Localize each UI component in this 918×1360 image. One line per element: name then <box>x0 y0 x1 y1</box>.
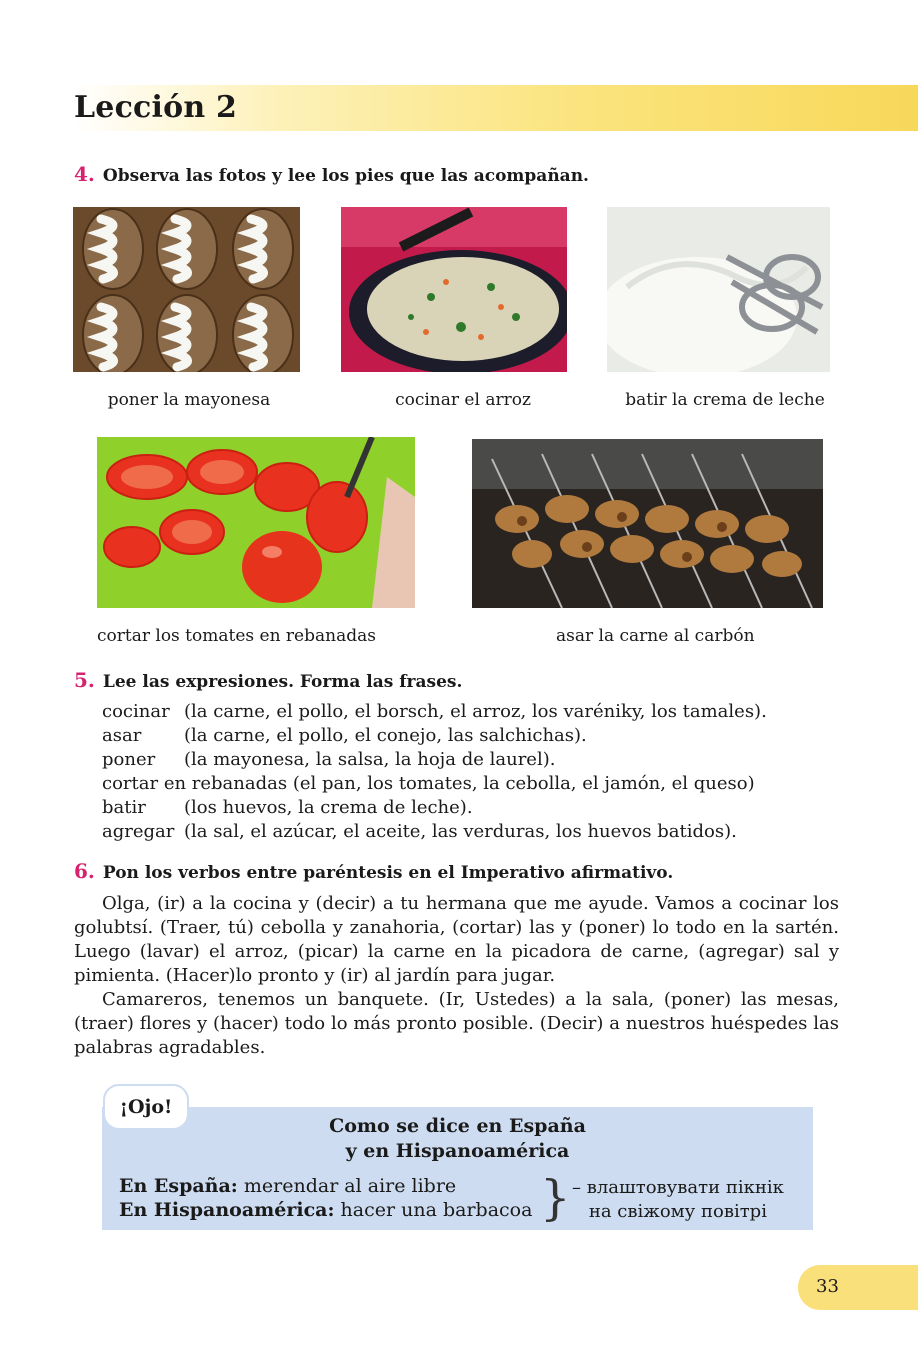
ojo-meaning <box>572 1176 784 1224</box>
expressions-list <box>102 700 767 844</box>
ojo-spain-line <box>119 1175 456 1197</box>
task-instruction: Lee las expresiones. Forma las frases. <box>102 672 463 692</box>
photo-grilled-meat <box>472 439 823 608</box>
task-instruction: Observa las fotos y lee los pies que las acompañan. <box>102 166 589 186</box>
lesson-title: Lección 2 <box>74 90 238 125</box>
task-instruction: Pon los verbos entre paréntesis en el Imperativo afirmativo. <box>102 863 674 883</box>
paragraph-text: Camareros, tenemos un banquete. (Ir, Ustedes) a la sala, (poner) las mesas, (traer) flores y (hacer) todo lo más pronto posible. (Decir) a nuestros huéspedes las palabras agradables. <box>74 989 839 1058</box>
photo-rice <box>341 207 567 372</box>
caption-tomatoes: cortar los tomates en rebanadas <box>97 626 376 646</box>
expression-row <box>102 796 767 820</box>
caption-rice: cocinar el arroz <box>395 390 531 410</box>
ojo-title <box>102 1114 813 1164</box>
task-number: 5. <box>74 668 95 692</box>
photo-tomatoes <box>97 437 415 608</box>
ojo-hispano-label: En Hispanoamérica: <box>119 1199 335 1221</box>
exercise-paragraph-2 <box>74 988 839 1060</box>
expression-verb: asar <box>102 725 142 746</box>
ojo-meaning-line-1: – влаштовувати пікнік <box>572 1177 784 1198</box>
page-number: 33 <box>816 1276 839 1297</box>
task-4-heading <box>74 162 589 186</box>
expression-row <box>102 820 767 844</box>
task-6-heading <box>74 859 673 883</box>
photo-cream <box>607 207 830 372</box>
ojo-hispano-text: hacer una barbacoa <box>340 1199 533 1221</box>
task-number: 4. <box>74 162 95 186</box>
expression-verb: poner <box>102 749 156 770</box>
caption-cream: batir la crema de leche <box>625 390 825 410</box>
expression-items: (la carne, el pollo, el conejo, las salchichas). <box>184 725 587 746</box>
photo-mayonnaise <box>73 207 300 372</box>
caption-grilled-meat: asar la carne al carbón <box>556 626 755 646</box>
expression-row <box>102 700 767 724</box>
ojo-brace: } <box>540 1170 571 1226</box>
ojo-spain-text: merendar al aire libre <box>243 1175 457 1197</box>
expression-items: (la carne, el pollo, el borsch, el arroz, los varéniky, los tamales). <box>184 701 767 722</box>
expression-verb: cocinar <box>102 701 170 722</box>
expression-items: (los huevos, la crema de leche). <box>184 797 473 818</box>
expression-row <box>102 772 767 796</box>
expression-verb: batir <box>102 797 146 818</box>
paragraph-text: Olga, (ir) a la cocina y (decir) a tu hermana que me ayude. Vamos a cocinar los golubtsí. (Traer, tú) cebolla y zanahoria, (cortar) las y (poner) lo todo en la sartén. Luego (lavar) el arroz, (picar) la carne en la picadora de carne, (agregar) sal y pimienta. (Hacer)lo pronto y (ir) al jardín para jugar. <box>74 893 839 986</box>
ojo-title-line-1: Como se dice en España <box>329 1115 586 1137</box>
ojo-title-line-2: y en Hispanoamérica <box>345 1140 570 1162</box>
ojo-spain-label: En España: <box>119 1175 238 1197</box>
ojo-meaning-line-2: на свіжому повітрі <box>588 1201 767 1222</box>
expression-verb: agregar <box>102 821 175 842</box>
ojo-tab: ¡Ojo! <box>103 1084 189 1130</box>
caption-mayonnaise: poner la mayonesa <box>107 390 271 410</box>
task-number: 6. <box>74 859 95 883</box>
expression-items: cortar en rebanadas (el pan, los tomates, la cebolla, el jamón, el queso) <box>102 773 755 794</box>
expression-items: (la mayonesa, la salsa, la hoja de laurel). <box>184 749 556 770</box>
expression-row <box>102 748 767 772</box>
task-5-heading <box>74 668 462 692</box>
exercise-paragraph-1 <box>74 892 839 988</box>
expression-row <box>102 724 767 748</box>
ojo-hispano-line <box>119 1199 532 1221</box>
expression-items: (la sal, el azúcar, el aceite, las verduras, los huevos batidos). <box>184 821 737 842</box>
